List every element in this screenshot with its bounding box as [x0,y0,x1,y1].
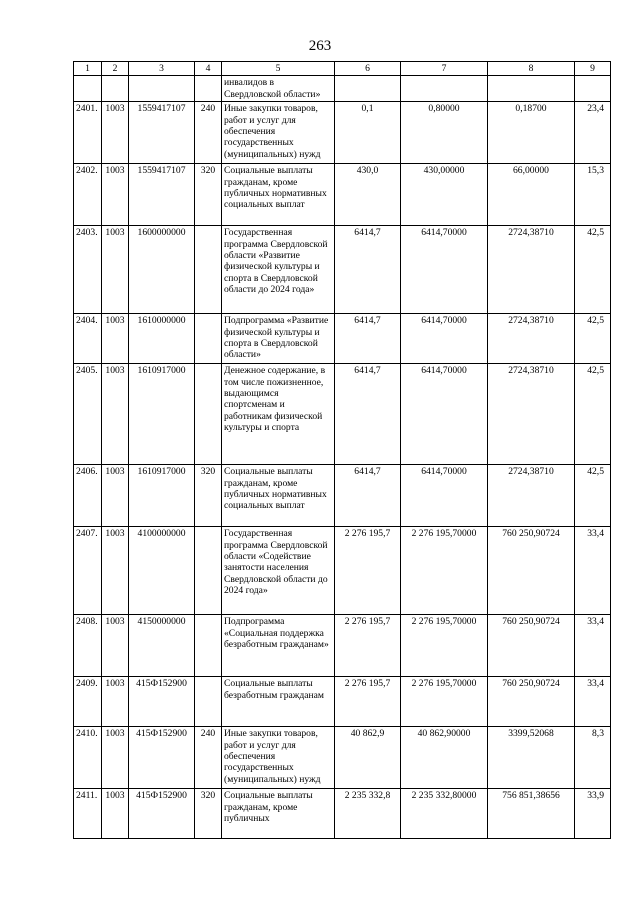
row-number-cell: 2409. [74,677,102,727]
header-row [74,62,611,76]
approved-amount-cell: 6414,70000 [401,226,488,314]
column-header: 3 [129,62,195,76]
row-number-cell: 2405. [74,364,102,465]
row-number-cell: 2407. [74,527,102,615]
executed-amount-cell: 756 851,38656 [488,789,575,839]
planned-amount-cell: 2 235 332,8 [335,789,401,839]
section-code-cell [102,76,129,102]
section-code-cell: 1003 [102,789,129,839]
section-code-cell: 1003 [102,164,129,226]
approved-amount-cell: 0,80000 [401,102,488,164]
expense-type-cell [195,76,222,102]
executed-amount-cell [488,76,575,102]
approved-amount-cell: 2 276 195,70000 [401,527,488,615]
section-code-cell: 1003 [102,314,129,364]
expense-type-cell [195,527,222,615]
section-code-cell: 1003 [102,615,129,677]
approved-amount-cell: 2 276 195,70000 [401,677,488,727]
planned-amount-cell: 6414,7 [335,226,401,314]
expense-type-cell [195,226,222,314]
planned-amount-cell [335,76,401,102]
execution-percent-cell: 23,4 [575,102,611,164]
table-row [74,727,611,789]
table-row [74,164,611,226]
target-article-cell: 415Ф152900 [129,727,195,789]
table-row [74,76,611,102]
item-name-cell: Социальные выплаты гражданам, кроме публичных нормативных социальных выплат [222,465,335,527]
table-row [74,364,611,465]
expense-type-cell: 240 [195,727,222,789]
executed-amount-cell: 3399,52068 [488,727,575,789]
target-article-cell: 1610917000 [129,364,195,465]
expense-type-cell [195,314,222,364]
executed-amount-cell: 760 250,90724 [488,527,575,615]
section-code-cell: 1003 [102,102,129,164]
table-row [74,465,611,527]
target-article-cell: 4100000000 [129,527,195,615]
approved-amount-cell [401,76,488,102]
column-header: 9 [575,62,611,76]
section-code-cell: 1003 [102,226,129,314]
table-row [74,226,611,314]
planned-amount-cell: 2 276 195,7 [335,615,401,677]
item-name-cell: Социальные выплаты гражданам, кроме публичных нормативных социальных выплат [222,164,335,226]
executed-amount-cell: 2724,38710 [488,364,575,465]
item-name-cell: Подпрограмма «Социальная поддержка безработным гражданам» [222,615,335,677]
planned-amount-cell: 6414,7 [335,364,401,465]
column-header: 1 [74,62,102,76]
row-number-cell: 2401. [74,102,102,164]
approved-amount-cell: 40 862,90000 [401,727,488,789]
executed-amount-cell: 760 250,90724 [488,615,575,677]
table-row [74,615,611,677]
executed-amount-cell: 0,18700 [488,102,575,164]
target-article-cell: 1559417107 [129,102,195,164]
execution-percent-cell: 42,5 [575,226,611,314]
executed-amount-cell: 66,00000 [488,164,575,226]
section-code-cell: 1003 [102,527,129,615]
section-code-cell: 1003 [102,364,129,465]
item-name-cell: Иные закупки товаров, работ и услуг для обеспечения государственных (муниципальных) нужд [222,727,335,789]
item-name-cell: инвалидов в Свердловской области» [222,76,335,102]
execution-percent-cell [575,76,611,102]
executed-amount-cell: 2724,38710 [488,314,575,364]
column-header: 2 [102,62,129,76]
approved-amount-cell: 430,00000 [401,164,488,226]
page-number: 263 [308,38,332,54]
row-number-cell: 2410. [74,727,102,789]
approved-amount-cell: 6414,70000 [401,314,488,364]
row-number-cell: 2408. [74,615,102,677]
executed-amount-cell: 760 250,90724 [488,677,575,727]
planned-amount-cell: 0,1 [335,102,401,164]
section-code-cell: 1003 [102,677,129,727]
execution-percent-cell: 42,5 [575,465,611,527]
target-article-cell: 1559417107 [129,164,195,226]
planned-amount-cell: 6414,7 [335,465,401,527]
table-row [74,789,611,839]
row-number-cell: 2411. [74,789,102,839]
target-article-cell: 4150000000 [129,615,195,677]
target-article-cell: 1600000000 [129,226,195,314]
approved-amount-cell: 6414,70000 [401,364,488,465]
approved-amount-cell: 2 276 195,70000 [401,615,488,677]
item-name-cell: Государственная программа Свердловской области «Развитие физической культуры и спорта в Свердловской области до 2024 года» [222,226,335,314]
target-article-cell: 1610000000 [129,314,195,364]
expense-type-cell: 320 [195,465,222,527]
table-row [74,677,611,727]
column-header: 5 [222,62,335,76]
approved-amount-cell: 2 235 332,80000 [401,789,488,839]
expense-type-cell [195,364,222,465]
column-header: 6 [335,62,401,76]
target-article-cell: 415Ф152900 [129,789,195,839]
execution-percent-cell: 15,3 [575,164,611,226]
expense-type-cell [195,615,222,677]
executed-amount-cell: 2724,38710 [488,226,575,314]
table-row [74,102,611,164]
table-row [74,527,611,615]
execution-percent-cell: 33,4 [575,615,611,677]
executed-amount-cell: 2724,38710 [488,465,575,527]
row-number-cell: 2404. [74,314,102,364]
row-number-cell: 2403. [74,226,102,314]
table-body [74,62,611,839]
row-number-cell: 2406. [74,465,102,527]
row-number-cell [74,76,102,102]
section-code-cell: 1003 [102,727,129,789]
execution-percent-cell: 33,4 [575,527,611,615]
item-name-cell: Социальные выплаты безработным гражданам [222,677,335,727]
item-name-cell: Иные закупки товаров, работ и услуг для обеспечения государственных (муниципальных) нужд [222,102,335,164]
expense-type-cell [195,677,222,727]
execution-percent-cell: 33,9 [575,789,611,839]
execution-percent-cell: 42,5 [575,364,611,465]
item-name-cell: Денежное содержание, в том числе пожизненное, выдающимся спортсменам и работникам физической культуры и спорта [222,364,335,465]
target-article-cell [129,76,195,102]
column-header: 7 [401,62,488,76]
column-header: 8 [488,62,575,76]
execution-percent-cell: 42,5 [575,314,611,364]
column-header: 4 [195,62,222,76]
item-name-cell: Социальные выплаты гражданам, кроме публичных [222,789,335,839]
expense-type-cell: 320 [195,164,222,226]
execution-percent-cell: 33,4 [575,677,611,727]
table-row [74,314,611,364]
section-code-cell: 1003 [102,465,129,527]
item-name-cell: Государственная программа Свердловской области «Содействие занятости населения Свердловской области до 2024 года» [222,527,335,615]
execution-percent-cell: 8,3 [575,727,611,789]
planned-amount-cell: 430,0 [335,164,401,226]
approved-amount-cell: 6414,70000 [401,465,488,527]
planned-amount-cell: 6414,7 [335,314,401,364]
expense-type-cell: 320 [195,789,222,839]
target-article-cell: 1610917000 [129,465,195,527]
item-name-cell: Подпрограмма «Развитие физической культуры и спорта в Свердловской области» [222,314,335,364]
budget-table [73,61,611,839]
planned-amount-cell: 2 276 195,7 [335,677,401,727]
expense-type-cell: 240 [195,102,222,164]
target-article-cell: 415Ф152900 [129,677,195,727]
planned-amount-cell: 2 276 195,7 [335,527,401,615]
row-number-cell: 2402. [74,164,102,226]
planned-amount-cell: 40 862,9 [335,727,401,789]
